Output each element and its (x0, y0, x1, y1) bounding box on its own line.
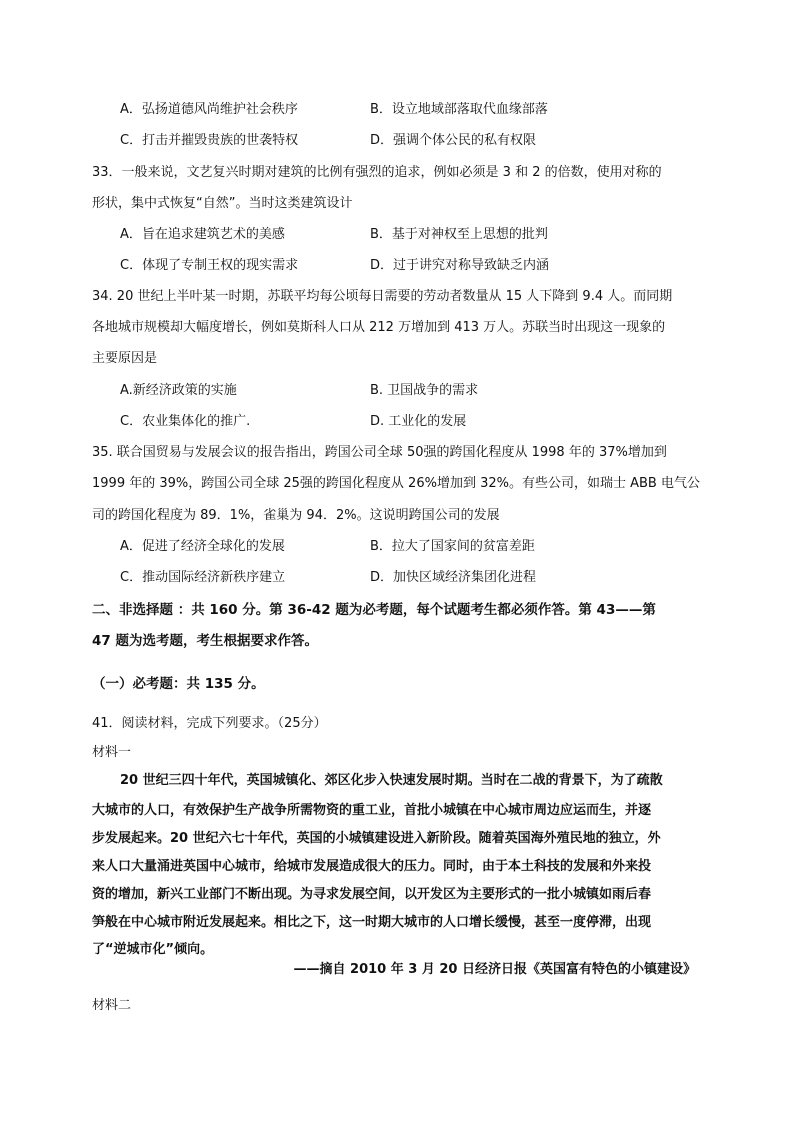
q41-title: 41．阅读材料，完成下列要求。（25分） (92, 716, 327, 731)
q35-stem-line-1: 35. 联合国贸易与发展会议的报告指出，跨国公司全球 50强的跨国化程度从 1998 年的 37%增加到 (92, 445, 667, 460)
material-1-line: 20 世纪三四十年代，英国城镇化、郊区化步入快速发展时期。当时在二战的背景下，为了疏散 (120, 773, 663, 788)
q35-option-d: D．加快区域经济集团化进程 (370, 570, 537, 585)
q34-stem-line-1: 34. 20 世纪上半叶某一时期，苏联平均每公顷每日需要的劳动者数量从 15 人下降到 9.4 人。而同期 (92, 289, 673, 304)
q35-option-a: A．促进了经济全球化的发展 (120, 539, 285, 554)
q32-option-b: B．设立地域部落取代血缘部落 (370, 102, 548, 117)
section2-heading-line-1: 二、非选择题 ：共 160 分。第 36-42 题为必考题，每个试题考生都必须作答。第 43——第 (92, 602, 656, 618)
material-1-label: 材料一 (92, 745, 132, 760)
q33-option-a: A．旨在追求建筑艺术的美感 (120, 227, 285, 242)
material-2-label: 材料二 (92, 998, 132, 1013)
q34-option-b: B. 卫国战争的需求 (370, 383, 479, 398)
q33-stem-line-1: 33．一般来说，文艺复兴时期对建筑的比例有强烈的追求，例如必须是 3 和 2 的倍数，使用对称的 (92, 165, 662, 180)
q34-option-a: A.新经济政策的实施 (120, 383, 237, 398)
q33-stem-line-2: 形状，集中式恢复“自然”。当时这类建筑设计 (92, 196, 353, 211)
q32-option-d: D．强调个体公民的私有权限 (370, 133, 537, 148)
material-1-source: ——摘自 2010 年 3 月 20 日经济日报《英国富有特色的小镇建设》 (293, 962, 696, 977)
material-1-line: 了“逆城市化”倾向。 (92, 942, 214, 957)
material-1-line: 大城市的人口，有效保护生产战争所需物资的重工业，首批小城镇在中心城市周边应运而生，并逐 (92, 803, 652, 818)
material-1-line: 步发展起来。20 世纪六七十年代，英国的小城镇建设进入新阶段。随着英国海外殖民地的独立，外 (92, 831, 661, 846)
q34-stem-line-2: 各地城市规模却大幅度增长，例如莫斯科人口从 212 万增加到 413 万人。苏联当时出现这一现象的 (92, 320, 666, 335)
q35-stem-line-2: 1999 年的 39%，跨国公司全球 25强的跨国化程度从 26%增加到 32%。有些公司，如瑞士 ABB 电气公 (92, 476, 700, 491)
q35-option-c: C．推动国际经济新秩序建立 (120, 570, 286, 585)
q34-option-d: D. 工业化的发展 (370, 414, 467, 429)
q32-option-a: A．弘扬道德风尚维护社会秩序 (120, 102, 298, 117)
material-1-line: 资的增加，新兴工业部门不断出现。为寻求发展空间，以开发区为主要形式的一批小城镇如雨后春 (92, 887, 652, 902)
q34-stem-line-3: 主要原因是 (92, 351, 158, 366)
material-1-line: 笋般在中心城市附近发展起来。相比之下，这一时期大城市的人口增长缓慢，甚至一度停滞，出现 (92, 915, 652, 930)
section2-heading-line-2: 47 题为选考题，考生根据要求作答。 (92, 633, 318, 649)
q35-stem-line-3: 司的跨国化程度为 89．1%，雀巢为 94．2%。这说明跨国公司的发展 (92, 508, 500, 523)
q33-option-c: C．体现了专制王权的现实需求 (120, 258, 299, 273)
q35-option-b: B．拉大了国家间的贫富差距 (370, 539, 535, 554)
material-1-line: 来人口大量涌进英国中心城市，给城市发展造成很大的压力。同时，由于本土科技的发展和外来投 (92, 859, 652, 874)
q34-option-c: C．农业集体化的推广. (120, 414, 251, 429)
section2-subheading: （一）必考题：共 135 分。 (92, 676, 265, 692)
q33-option-b: B．基于对神权至上思想的批判 (370, 227, 548, 242)
q33-option-d: D．过于讲究对称导致缺乏内涵 (370, 258, 550, 273)
q32-option-c: C．打击并摧毁贵族的世袭特权 (120, 133, 299, 148)
